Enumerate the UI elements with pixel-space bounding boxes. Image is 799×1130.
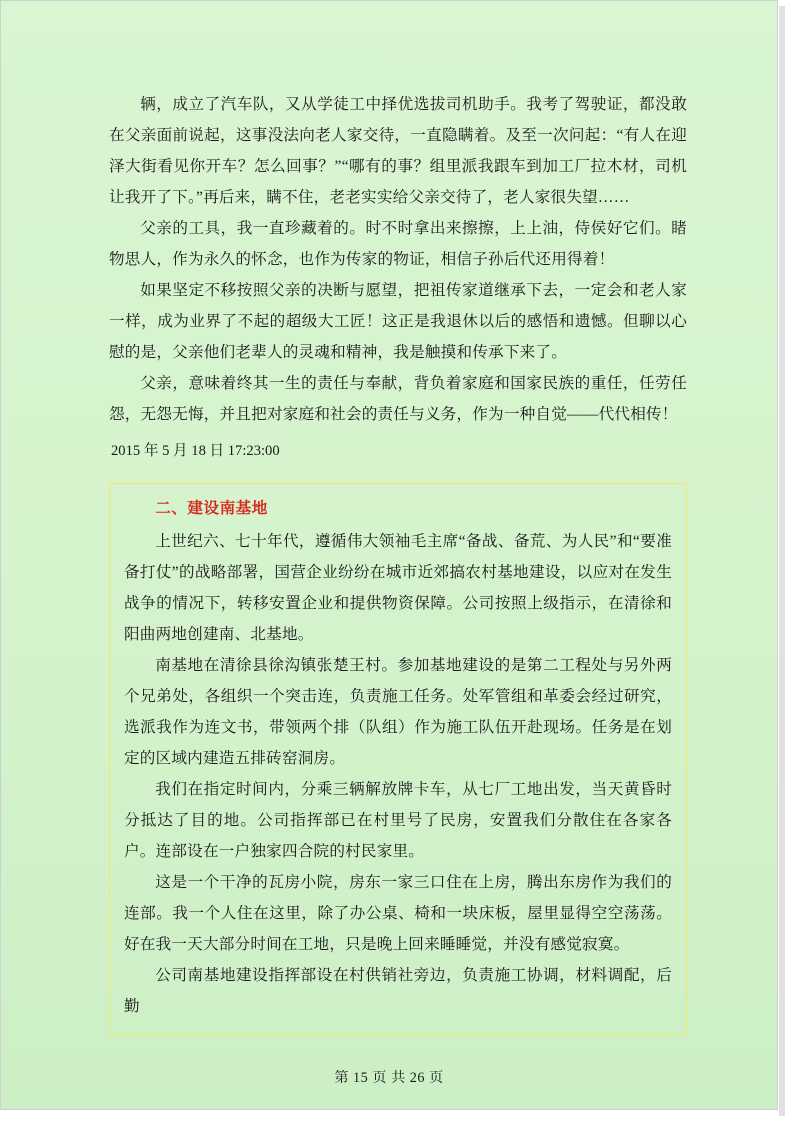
page-shadow [779, 6, 785, 1116]
page-footer: 第 15 页 共 26 页 [334, 1070, 444, 1086]
paragraph: 公司南基地建设指挥部设在村供销社旁边，负责施工协调，材料调配，后勤 [124, 967, 672, 1015]
highlighted-section-box [109, 483, 687, 1035]
paragraph: 上世纪六、七十年代，遵循伟大领袖毛主席“备战、备荒、为人民”和“要准备打仗”的战略部署，国营企业纷纷在城市近郊搞农村基地建设，以应对在发生战争的情况下，转移安置企业和提供物资保障。公司按照上级指示，在清徐和阳曲两地创建南、北基地。 [124, 533, 672, 643]
paragraph: 辆，成立了汽车队，又从学徒工中择优选拔司机助手。我考了驾驶证，都没敢在父亲面前说起，这事没法向老人家交待，一直隐瞒着。及至一次问起：“有人在迎泽大街看见你开车？怎么回事？”“哪有的事？组里派我跟车到加工厂拉木材，司机让我开了下。”再后来，瞒不住，老老实实给父亲交待了，老人家很失望…… [109, 96, 687, 206]
timestamp: 2015 年 5 月 18 日 17:23:00 [111, 443, 280, 459]
paragraph: 南基地在清徐县徐沟镇张楚王村。参加基地建设的是第二工程处与另外两个兄弟处，各组织一个突击连，负责施工任务。处军管组和革委会经过研究，选派我作为连文书，带领两个排（队组）作为施工队伍开赴现场。任务是在划定的区域内建造五排砖窑洞房。 [124, 657, 672, 767]
section-heading: 二、建设南基地 [155, 500, 268, 517]
paragraph: 父亲，意味着终其一生的责任与奉献，背负着家庭和国家民族的重任，任劳任怨，无怨无悔，并且把对家庭和社会的责任与义务，作为一种自觉——代代相传！ [109, 375, 687, 423]
paragraph: 我们在指定时间内，分乘三辆解放牌卡车，从七厂工地出发，当天黄昏时分抵达了目的地。公司指挥部已在村里号了民房，安置我们分散住在各家各户。连部设在一户独家四合院的村民家里。 [124, 781, 672, 860]
top-paragraphs [109, 89, 687, 430]
paragraph: 父亲的工具，我一直珍藏着的。时不时拿出来擦擦，上上油，侍侯好它们。睹物思人，作为永久的怀念，也作为传家的物证，相信子孙后代还用得着！ [109, 220, 687, 268]
page-content [109, 89, 687, 1035]
paragraph: 如果坚定不移按照父亲的决断与愿望，把祖传家道继承下去，一定会和老人家一样，成为业界了不起的超级大工匠！这正是我退休以后的感悟和遗憾。但聊以心慰的是，父亲他们老辈人的灵魂和精神，我是触摸和传承下来了。 [109, 282, 687, 361]
paragraph: 这是一个干净的瓦房小院，房东一家三口住在上房，腾出东房作为我们的连部。我一个人住在这里，除了办公桌、椅和一块床板，屋里显得空空荡荡。好在我一天大部分时间在工地，只是晚上回来睡睡觉，并没有感觉寂寞。 [124, 874, 672, 953]
